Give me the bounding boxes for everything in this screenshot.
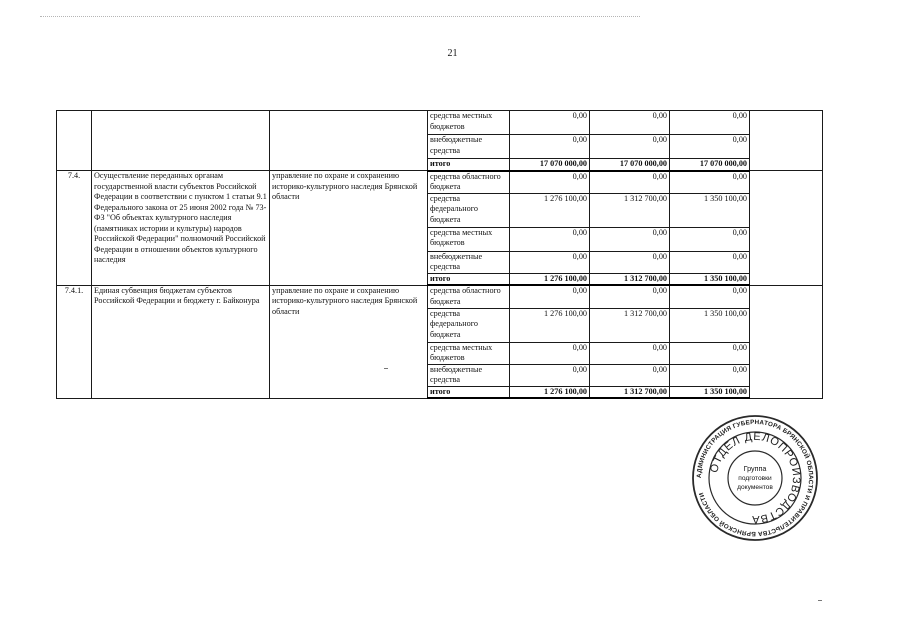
funding-source: средства федерального бюджета [428,308,510,342]
total-year-3: 1 350 100,00 [670,273,750,285]
funding-source: средства местных бюджетов [428,342,510,364]
value-year-1: 0,00 [510,342,590,364]
funding-source: средства областного бюджета [428,285,510,308]
scan-speck [384,368,388,369]
value-year-2: 0,00 [590,171,670,194]
total-year-1: 1 276 100,00 [510,273,590,285]
value-year-2: 1 312 700,00 [590,193,670,227]
total-year-3: 1 350 100,00 [670,386,750,398]
stamp-outer-text: АДМИНИСТРАЦИЯ ГУБЕРНАТОРА БРЯНСКОЙ ОБЛАСТИ И ПРАВИТЕЛЬСТВА БРЯНСКОЙ ОБЛАСТИ [695,418,815,538]
value-year-1: 0,00 [510,251,590,273]
row-executor [270,111,428,171]
funding-source: внебюджетные средства [428,251,510,273]
total-year-2: 17 070 000,00 [590,159,670,171]
row-name [92,111,270,171]
value-year-2: 0,00 [590,285,670,308]
table-row [57,111,823,135]
funding-source: средства местных бюджетов [428,111,510,135]
empty-cell [750,171,823,286]
value-year-2: 0,00 [590,227,670,251]
value-year-1: 1 276 100,00 [510,193,590,227]
empty-cell [750,111,823,171]
value-year-2: 0,00 [590,135,670,159]
total-year-3: 17 070 000,00 [670,159,750,171]
value-year-3: 0,00 [670,285,750,308]
total-year-2: 1 312 700,00 [590,273,670,285]
funding-source: внебюджетные средства [428,364,510,386]
value-year-2: 0,00 [590,251,670,273]
value-year-3: 0,00 [670,135,750,159]
total-year-2: 1 312 700,00 [590,386,670,398]
empty-cell [750,285,823,398]
value-year-3: 1 350 100,00 [670,308,750,342]
value-year-2: 0,00 [590,364,670,386]
stamp-center-line-1: Группа [743,464,767,473]
value-year-3: 0,00 [670,111,750,135]
scan-artifact-line [40,16,640,19]
value-year-3: 0,00 [670,227,750,251]
value-year-1: 1 276 100,00 [510,308,590,342]
funding-source-total: итого [428,159,510,171]
value-year-2: 1 312 700,00 [590,308,670,342]
stamp-middle-text: ОТДЕЛ ДЕЛОПРОИЗВОДСТВА [708,430,803,526]
table-row [57,285,823,308]
table-row [57,171,823,194]
row-index [57,111,92,171]
value-year-3: 1 350 100,00 [670,193,750,227]
official-stamp [690,413,820,543]
value-year-2: 0,00 [590,342,670,364]
funding-source-total: итого [428,386,510,398]
stamp-center-line-3: документов [737,484,773,491]
total-year-1: 17 070 000,00 [510,159,590,171]
page-number: 21 [447,48,458,59]
funding-source: средства местных бюджетов [428,227,510,251]
row-name: Единая субвенция бюджетам субъектов Российской Федерации и бюджету г. Байконура [92,285,270,398]
value-year-3: 0,00 [670,364,750,386]
value-year-3: 0,00 [670,251,750,273]
value-year-1: 0,00 [510,227,590,251]
funding-source: средства федерального бюджета [428,193,510,227]
value-year-1: 0,00 [510,135,590,159]
scan-speck [818,600,822,601]
value-year-3: 0,00 [670,342,750,364]
stamp-center-line-2: подготовки [738,475,772,482]
row-executor: управление по охране и сохранению историко-культурного наследия Брянской области [270,171,428,286]
value-year-1: 0,00 [510,111,590,135]
value-year-1: 0,00 [510,285,590,308]
row-executor: управление по охране и сохранению историко-культурного наследия Брянской области [270,285,428,398]
funding-source: внебюджетные средства [428,135,510,159]
total-year-1: 1 276 100,00 [510,386,590,398]
value-year-1: 0,00 [510,171,590,194]
funding-source-total: итого [428,273,510,285]
budget-table [56,110,823,399]
value-year-3: 0,00 [670,171,750,194]
value-year-1: 0,00 [510,364,590,386]
funding-source: средства областного бюджета [428,171,510,194]
row-index: 7.4.1. [57,285,92,398]
value-year-2: 0,00 [590,111,670,135]
row-name: Осуществление переданных органам государственной власти субъектов Российской Федерации в соответствии с пунктом 1 статьи 9.1 Федерального закона от 25 июня 2002 года № 73-ФЗ "Об объектах культурного наследия (памятниках истории и культуры) народов Российской Федерации" полномочий Российской Федерации в отношении объектов культурного наследия [92,171,270,286]
row-index: 7.4. [57,171,92,286]
